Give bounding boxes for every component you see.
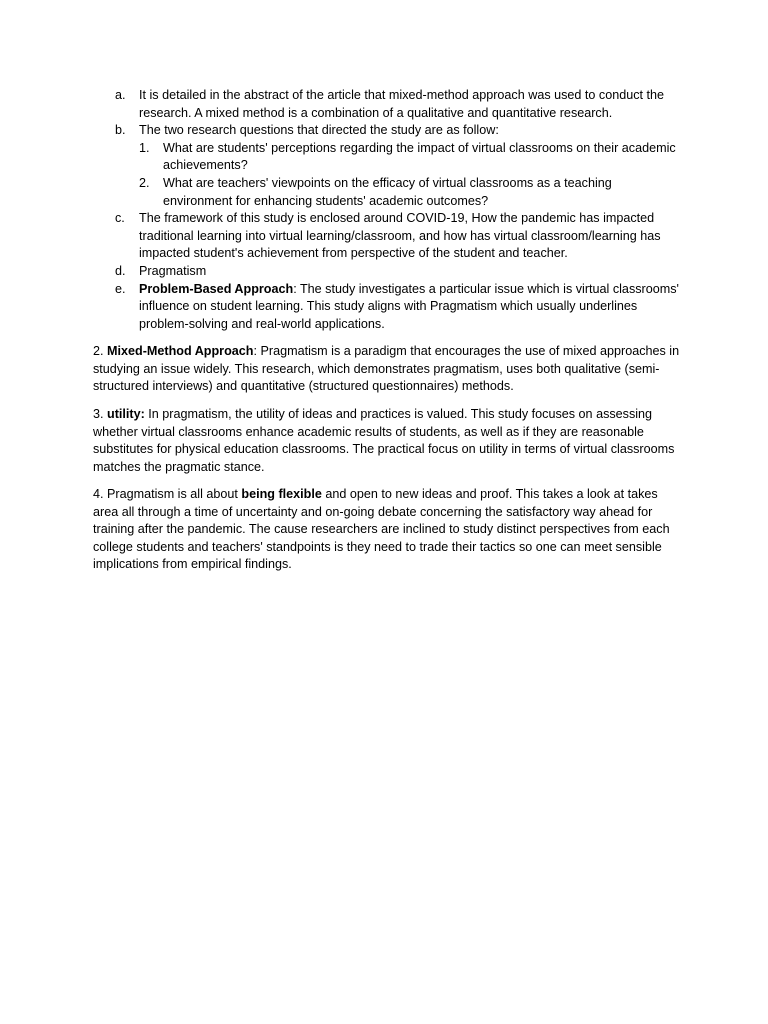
paragraph-mixed-method — [93, 343, 683, 396]
research-questions-list — [139, 140, 683, 210]
list-marker: 2. — [139, 175, 150, 190]
list-item-text: The two research questions that directed the study are as follow: — [139, 123, 499, 138]
paragraph-bold-term: Mixed-Method Approach — [107, 344, 254, 358]
lettered-list — [93, 87, 683, 333]
list-marker: b. — [115, 123, 126, 138]
paragraph-prefix: 3. — [93, 407, 108, 421]
research-question-2 — [139, 175, 683, 210]
list-marker: a. — [115, 88, 126, 102]
research-question-1 — [139, 140, 683, 175]
paragraph-text: : Pragmatism is a paradigm that encourages the use of mixed approaches in studying an issue widely. This research, which demonstrates pragmatism, uses both qualitative (semi-structured interviews) and quantitative (structured questionnaires) methods. — [93, 344, 680, 394]
list-item-text: It is detailed in the abstract of the article that mixed-method approach was used to conduct the research. A mixed method is a combination of a qualitative and quantitative research. — [139, 88, 665, 120]
list-item-text: : The study investigates a particular issue which is virtual classrooms' influence on student learning. This study aligns with Pragmatism which usually underlines problem-solving and real-world applications. — [139, 281, 679, 331]
list-item-text: Pragmatism — [139, 263, 207, 278]
list-item-bold-term: Problem-Based Approach — [139, 281, 294, 296]
list-item-text: What are teachers' viewpoints on the efficacy of virtual classrooms as a teaching environment for enhancing students' academic outcomes? — [163, 175, 612, 208]
list-item-text: What are students' perceptions regarding the impact of virtual classrooms on their academic achievements? — [163, 140, 676, 173]
paragraph-bold-term: being flexible — [241, 487, 322, 501]
paragraph-utility — [93, 406, 683, 476]
list-marker: d. — [115, 263, 126, 278]
list-item-e — [93, 281, 683, 334]
list-marker: c. — [115, 211, 125, 226]
list-item-a — [93, 87, 683, 122]
paragraph-prefix: 2. — [93, 344, 108, 358]
paragraph-flexibility — [93, 486, 683, 574]
paragraph-text: and open to new ideas and proof. This takes a look at takes area all through a time of uncertainty and on-going debate concerning the satisfactory way ahead for training after the pandemic. The cause researchers are inclined to study distinct perspectives from each college students and teachers' standpoints is they need to trade their tactics so one can meet sensible implications from empirical findings. — [93, 487, 670, 572]
paragraph-text: In pragmatism, the utility of ideas and practices is valued. This study focuses on assessing whether virtual classrooms enhance academic results of students, as well as if they are reasonable substitutes for physical education classrooms. The practical focus on utility in terms of virtual classrooms matches the pragmatic stance. — [93, 407, 675, 474]
list-item-b — [93, 122, 683, 210]
paragraph-bold-term: utility: — [107, 407, 145, 421]
list-marker: e. — [115, 281, 126, 296]
paragraph-prefix: 4. Pragmatism is all about — [93, 487, 242, 501]
list-item-text: The framework of this study is enclosed around COVID-19, How the pandemic has impacted traditional learning into virtual learning/classroom, and how has virtual classroom/learning has impacted student's achievement from perspective of the student and teacher. — [139, 211, 661, 261]
list-item-c — [93, 210, 683, 263]
list-item-d — [93, 263, 683, 281]
list-marker: 1. — [139, 140, 150, 155]
